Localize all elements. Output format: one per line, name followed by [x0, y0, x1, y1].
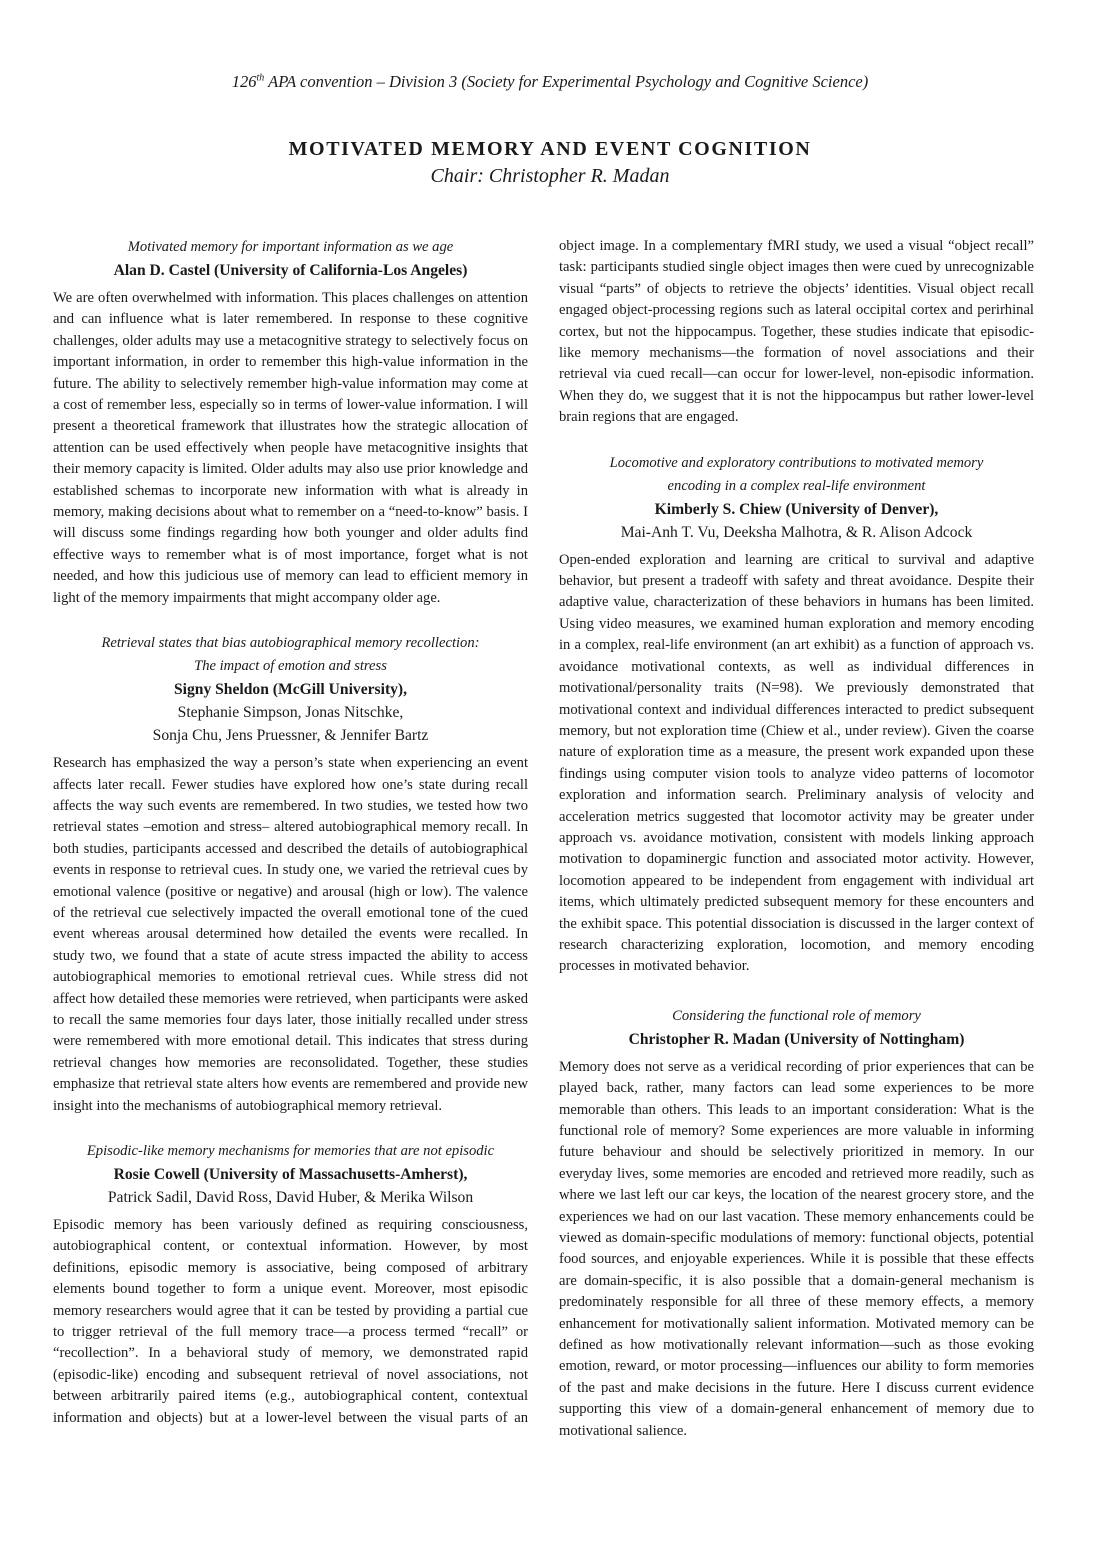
talk-abstract-part-2: object image. In a complementary fMRI study, we used a visual “object recall” task: participants studied single object images then were cued by unrecognizable visual “parts” of objects to retrieve the objects’ identities. Visual object recall engaged object-processing regions such as lateral occipital cortex and perirhinal cortex, but not the hippocampus. Together, these studies indicate that episodic-like memory mechanisms—the formation of novel associations and their retrieval via cued recall—can occur for lower-level, non-episodic information. When they do, we suggest that it is not the hippocampus but rather lower-level brain regions that are engaged.: [559, 238, 1034, 426]
left-column: [53, 236, 528, 1429]
right-column: [559, 236, 1034, 1442]
talk-abstract-part-1: Episodic memory has been variously defined as requiring consciousness, autobiographical content, or contextual information. However, by most definitions, episodic memory is associative, being composed of arbitrary elements bound together to form a unique event. Moreover, most episodic memory researchers would agree that it can be tested by providing a partial cue to trigger retrieval of the full memory trace—a process termed “recall” or “recollection”. In a behavioral study of memory, we demonstrated rapid (episodic-like) encoding and subsequent retrieval of novel associations, not between arbitrarily paired items (e.g., autobiographical content, contextual information and objects) but at a lower-level between the visual parts of an: [53, 1217, 528, 1426]
lead-author: Alan D. Castel (University of California-Los Angeles): [113, 262, 468, 279]
talk-title: Motivated memory for important information as we age: [127, 239, 454, 255]
talk-authors: [559, 498, 1034, 544]
talk-authors: [53, 259, 528, 282]
talk-title: Episodic-like memory mechanisms for memories that are not episodic: [86, 1143, 495, 1159]
conference-header: [0, 72, 1100, 92]
coauthors-line-1: Stephanie Simpson, Jonas Nitschke,: [177, 704, 404, 722]
talk-title: Considering the functional role of memory: [672, 1007, 921, 1024]
talk-title-line-2: encoding in a complex real-life environment: [667, 477, 926, 494]
talk-title-line-1: Retrieval states that bias autobiographical memory recollection:: [101, 635, 480, 652]
talk-castel: [53, 236, 528, 609]
talk-abstract: Memory does not serve as a veridical recording of prior experiences that can be played back, rather, many factors can lead some experiences to be more memorable than others. This leads to an important consideration: What is the functional role of memory? Some experiences are more valuable in informing future behaviour and should be selectively prioritized in memory. In our everyday lives, some memories are encoded and retrieved more readily, such as where we last left our car keys, the location of the nearest grocery store, and the experiences we had on our last vacation. These memory enhancements could be viewed as domain-specific modulations of memory: functional objects, potential food sources, and enjoyable experiences. While it is possible that these effects are domain-specific, it is also possible that a domain-general mechanism is predominately responsible for all three of these memory effects, a memory enhancement for motivationally salient information. Motivated memory can be defined as how motivationally relevant information—such as those evoking emotion, reward, or motor processing—influences our ability to form memories of the past and make decisions in the future. Here I discuss current evidence supporting this view of a domain-general enhancement of memory due to motivational salience.: [559, 1058, 1034, 1439]
coauthors-line-1: Patrick Sadil, David Ross, David Huber, & Merika Wilson: [107, 1189, 474, 1206]
talk-madan: [559, 1005, 1034, 1442]
talk-header: [559, 452, 1034, 544]
lead-author: Rosie Cowell (University of Massachusetts-Amherst),: [113, 1166, 468, 1183]
talk-abstract: Research has emphasized the way a person’s state when experiencing an event affects later recall. Fewer studies have explored how one’s state during recall affects the way such events are remembered. In two studies, we tested how two retrieval states –emotion and stress– altered autobiographical memory recall. In both studies, participants accessed and described the details of autobiographical events in response to retrieval cues. In study one, we varied the retrieval cues by emotional valence (positive or negative) and arousal (high or low). The valence of the retrieval cue selectively impacted the overall emotional tone of the cued event whereas arousal determined how detailed the events were recalled. In study two, we found that a state of acute stress impacted the ability to access autobiographical memories to emotional retrieval cues. While stress did not affect how detailed these memories were retrieved, when participants were asked to recall the same memories four days later, those initially recalled under stress were remembered with more emotional detail. This indicates that stress during retrieval changes how memories are reconsolidated. Together, these studies emphasize that retrieval state alters how events are remembered and provide new insight into the mechanisms of autobiographical memory retrieval.: [53, 755, 528, 1114]
talk-header: [559, 1005, 1034, 1051]
lead-author: Signy Sheldon (McGill University),: [173, 681, 408, 699]
conference-description: APA convention – Division 3 (Society for Experimental Psychology and Cognitive Science): [264, 72, 869, 91]
talk-abstract: We are often overwhelmed with information. This places challenges on attention and can influence what is later remembered. In response to these cognitive challenges, older adults may use a metacognitive strategy to selectively focus on important information, in order to remember this high-value information in the future. The ability to selectively remember high-value information may come at a cost of remember less, especially so in terms of lower-value information. I will present a theoretical framework that illustrates how the strategic allocation of attention can be used effectively when people have metacognitive insights that their memory capacity is limited. Older adults may also use prior knowledge and established schemas to incorporate new information with what is already in memory, making decisions about what to remember on a “need-to-know” basis. I will discuss some findings regarding how both younger and older adults find effective ways to remember what is of most importance, forget what is not needed, and how this judicious use of memory can lead to efficient memory in light of the memory impairments that might accompany older age.: [53, 290, 528, 606]
talk-header: [53, 632, 528, 747]
talk-header: [53, 1140, 528, 1209]
talk-abstract: Open-ended exploration and learning are critical to survival and adaptive behavior, but present a tradeoff with safety and threat avoidance. Despite their adaptive value, characterization of these behaviors in humans has been limited. Using video measures, we examined human exploration and memory encoding in a complex, real-life environment (an art exhibit) as a function of approach vs. avoidance motivational contexts, as well as individual differences in motivational/personality traits (N=98). We previously demonstrated that motivational context and individual differences interacted to predict subsequent memory, but not exploration time (Chiew et al., under review). Given the coarse nature of exploration time as a measure, the present work expanded upon these findings using computer vision tools to analyze video patterns of locomotor exploration and information search. Preliminary analysis of velocity and acceleration metrics suggested that locomotor activity may be greater under approach vs. avoidance motivation, consistent with models linking approach motivation to dopaminergic function and associated motor activity. However, locomotion appeared to be independent from engagement with individual art items, which ultimately predicted subsequent memory for these encounters and the exhibit space. This potential dissociation is discussed in the larger context of research characterizing exploration, locomotion, and memory encoding processes in motivated behavior.: [559, 551, 1034, 975]
talk-sheldon: [53, 632, 528, 1117]
symposium-chair: Chair: Christopher R. Madan: [430, 165, 670, 187]
talk-title-line-1: Locomotive and exploratory contributions to motivated memory: [609, 454, 984, 471]
talk-authors: [53, 678, 528, 747]
conference-number: 126: [231, 72, 257, 91]
talk-chiew: [559, 452, 1034, 978]
coauthors-line-2: Sonja Chu, Jens Pruessner, & Jennifer Bartz: [152, 727, 429, 745]
lead-author: Christopher R. Madan (University of Nottingham): [628, 1030, 965, 1048]
lead-author: Kimberly S. Chiew (University of Denver),: [654, 500, 939, 518]
talk-cowell: [53, 1140, 528, 1429]
conference-ordinal-suffix: th: [256, 72, 265, 84]
talk-authors: [53, 1163, 528, 1209]
coauthors-line-1: Mai-Anh T. Vu, Deeksha Malhotra, & R. Alison Adcock: [620, 523, 973, 541]
talk-title-line-2: The impact of emotion and stress: [194, 658, 387, 675]
symposium-title: MOTIVATED MEMORY AND EVENT COGNITION: [288, 138, 812, 160]
talk-header: [53, 236, 528, 282]
talk-authors: [559, 1028, 1034, 1051]
